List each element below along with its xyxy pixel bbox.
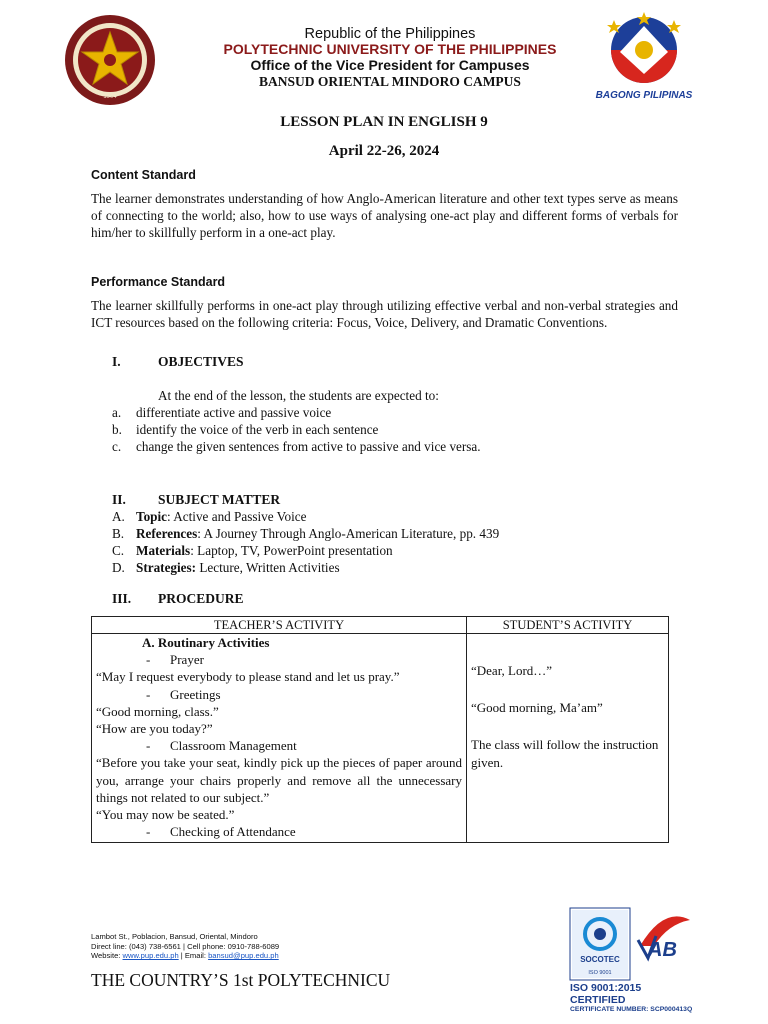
bagong-pilipinas-text: BAGONG PILIPINAS (595, 90, 693, 101)
office-line: Office of the Vice President for Campuses (250, 56, 530, 73)
list-item: C. Materials: Laptop, TV, PowerPoint presentation (112, 543, 393, 558)
pup-seal-logo (64, 14, 156, 106)
student-class-response: The class will follow the instruction given. (471, 737, 659, 770)
list-item: D. Strategies: Lecture, Written Activities (112, 560, 340, 575)
list-item: a. differentiate active and passive voice (112, 405, 332, 420)
objectives-list (112, 404, 481, 455)
seal-year: 1904 (103, 94, 117, 100)
subject-matter-heading: II. SUBJECT MATTER (112, 492, 281, 507)
student-activity-header: STUDENT’S ACTIVITY (467, 617, 669, 634)
footer-web-email: Website: www.pup.edu.ph | Email: bansud@pup.edu.ph (91, 951, 279, 961)
student-prayer-response: “Dear, Lord…” (471, 663, 553, 678)
list-item: b. identify the voice of the verb in each sentence (112, 422, 379, 437)
website-link[interactable]: www.pup.edu.ph (122, 951, 179, 961)
performance-standard-label: Performance Standard (91, 275, 226, 289)
objectives-heading: I. OBJECTIVES (112, 354, 244, 369)
cert-number-text: CERTIFICATE NUMBER: SCP000413Q (570, 1006, 693, 1013)
objectives-intro: At the end of the lesson, the students are expected to: (158, 388, 439, 403)
greetings-item: - Greetings (146, 686, 221, 702)
iso-certified-text: ISO 9001:2015 CERTIFIED (570, 982, 642, 1006)
republic-line: Republic of the Philippines (304, 26, 476, 42)
table-row (92, 634, 669, 843)
subject-matter-list (112, 508, 499, 576)
teacher-activity-cell (92, 634, 467, 843)
socotec-text: SOCOTEC (580, 955, 620, 964)
cert-caption (570, 982, 694, 1013)
email-link[interactable]: bansud@pup.edu.ph (208, 951, 279, 961)
list-item: B. References: A Journey Through Anglo-American Literature, pp. 439 (112, 526, 500, 541)
list-item: A. Topic: Active and Passive Voice (112, 509, 307, 524)
performance-standard-text: The learner skillfully performs in one-act play through utilizing effective verbal and non-verbal strategies and ICT resources based on the following criteria: Focus, Voice, Delivery, and Dramatic Conventions. (91, 298, 678, 330)
student-greeting-response: “Good morning, Ma’am” (471, 700, 603, 716)
footer-address: Lambot St., Poblacion, Bansud, Oriental, Mindoro (91, 932, 258, 941)
classroom-management-item: - Classroom Management (146, 738, 297, 754)
procedure-heading: III. PROCEDURE (112, 591, 244, 606)
document-date: April 22-26, 2024 (328, 143, 440, 159)
list-item: c. change the given sentences from active to passive and vice versa. (112, 439, 481, 454)
letterhead (150, 26, 630, 89)
greeting-line-1: “Good morning, class.” (96, 703, 219, 719)
student-activity-cell (467, 634, 669, 843)
pab-mark: AB (648, 939, 677, 961)
routinary-activities-heading: A. Routinary Activities (142, 635, 270, 650)
seated-line: “You may now be seated.” (96, 807, 235, 823)
classroom-management-line: “Before you take your seat, kindly pick up the pieces of paper around you, arrange your chairs properly and remove all the unnecessary things not related to our subject.” (96, 755, 462, 805)
attendance-item: - Checking of Attendance (146, 824, 296, 840)
content-standard-text: The learner demonstrates understanding of how Anglo-American literature and other text types serve as means of connecting to the world; also, how to use ways of analysing one-act play and different forms of verbals for him/her to skillfully perform in a one-act play. (91, 191, 678, 240)
prayer-item: - Prayer (146, 652, 204, 668)
prayer-line: “May I request everybody to please stand and let us pray.” (96, 669, 400, 685)
greeting-line-2: “How are you today?” (96, 721, 213, 737)
footer-contact (91, 932, 279, 961)
table-header-row (92, 617, 669, 634)
document-title: LESSON PLAN IN ENGLISH 9 (280, 114, 488, 130)
iso-small-text: ISO 9001 (588, 970, 612, 976)
campus-line: BANSUD ORIENTAL MINDORO CAMPUS (259, 73, 521, 89)
teacher-activity-header: TEACHER’S ACTIVITY (92, 617, 467, 634)
footer-tagline: THE COUNTRY’S 1st POLYTECHNICU (91, 970, 391, 990)
procedure-table (91, 616, 669, 843)
university-name: POLYTECHNIC UNIVERSITY OF THE PHILIPPINES (223, 41, 557, 58)
footer-phones: Direct line: (043) 738-6561 | Cell phone: 0910-788-6089 (91, 941, 280, 951)
content-standard-label: Content Standard (91, 168, 196, 182)
